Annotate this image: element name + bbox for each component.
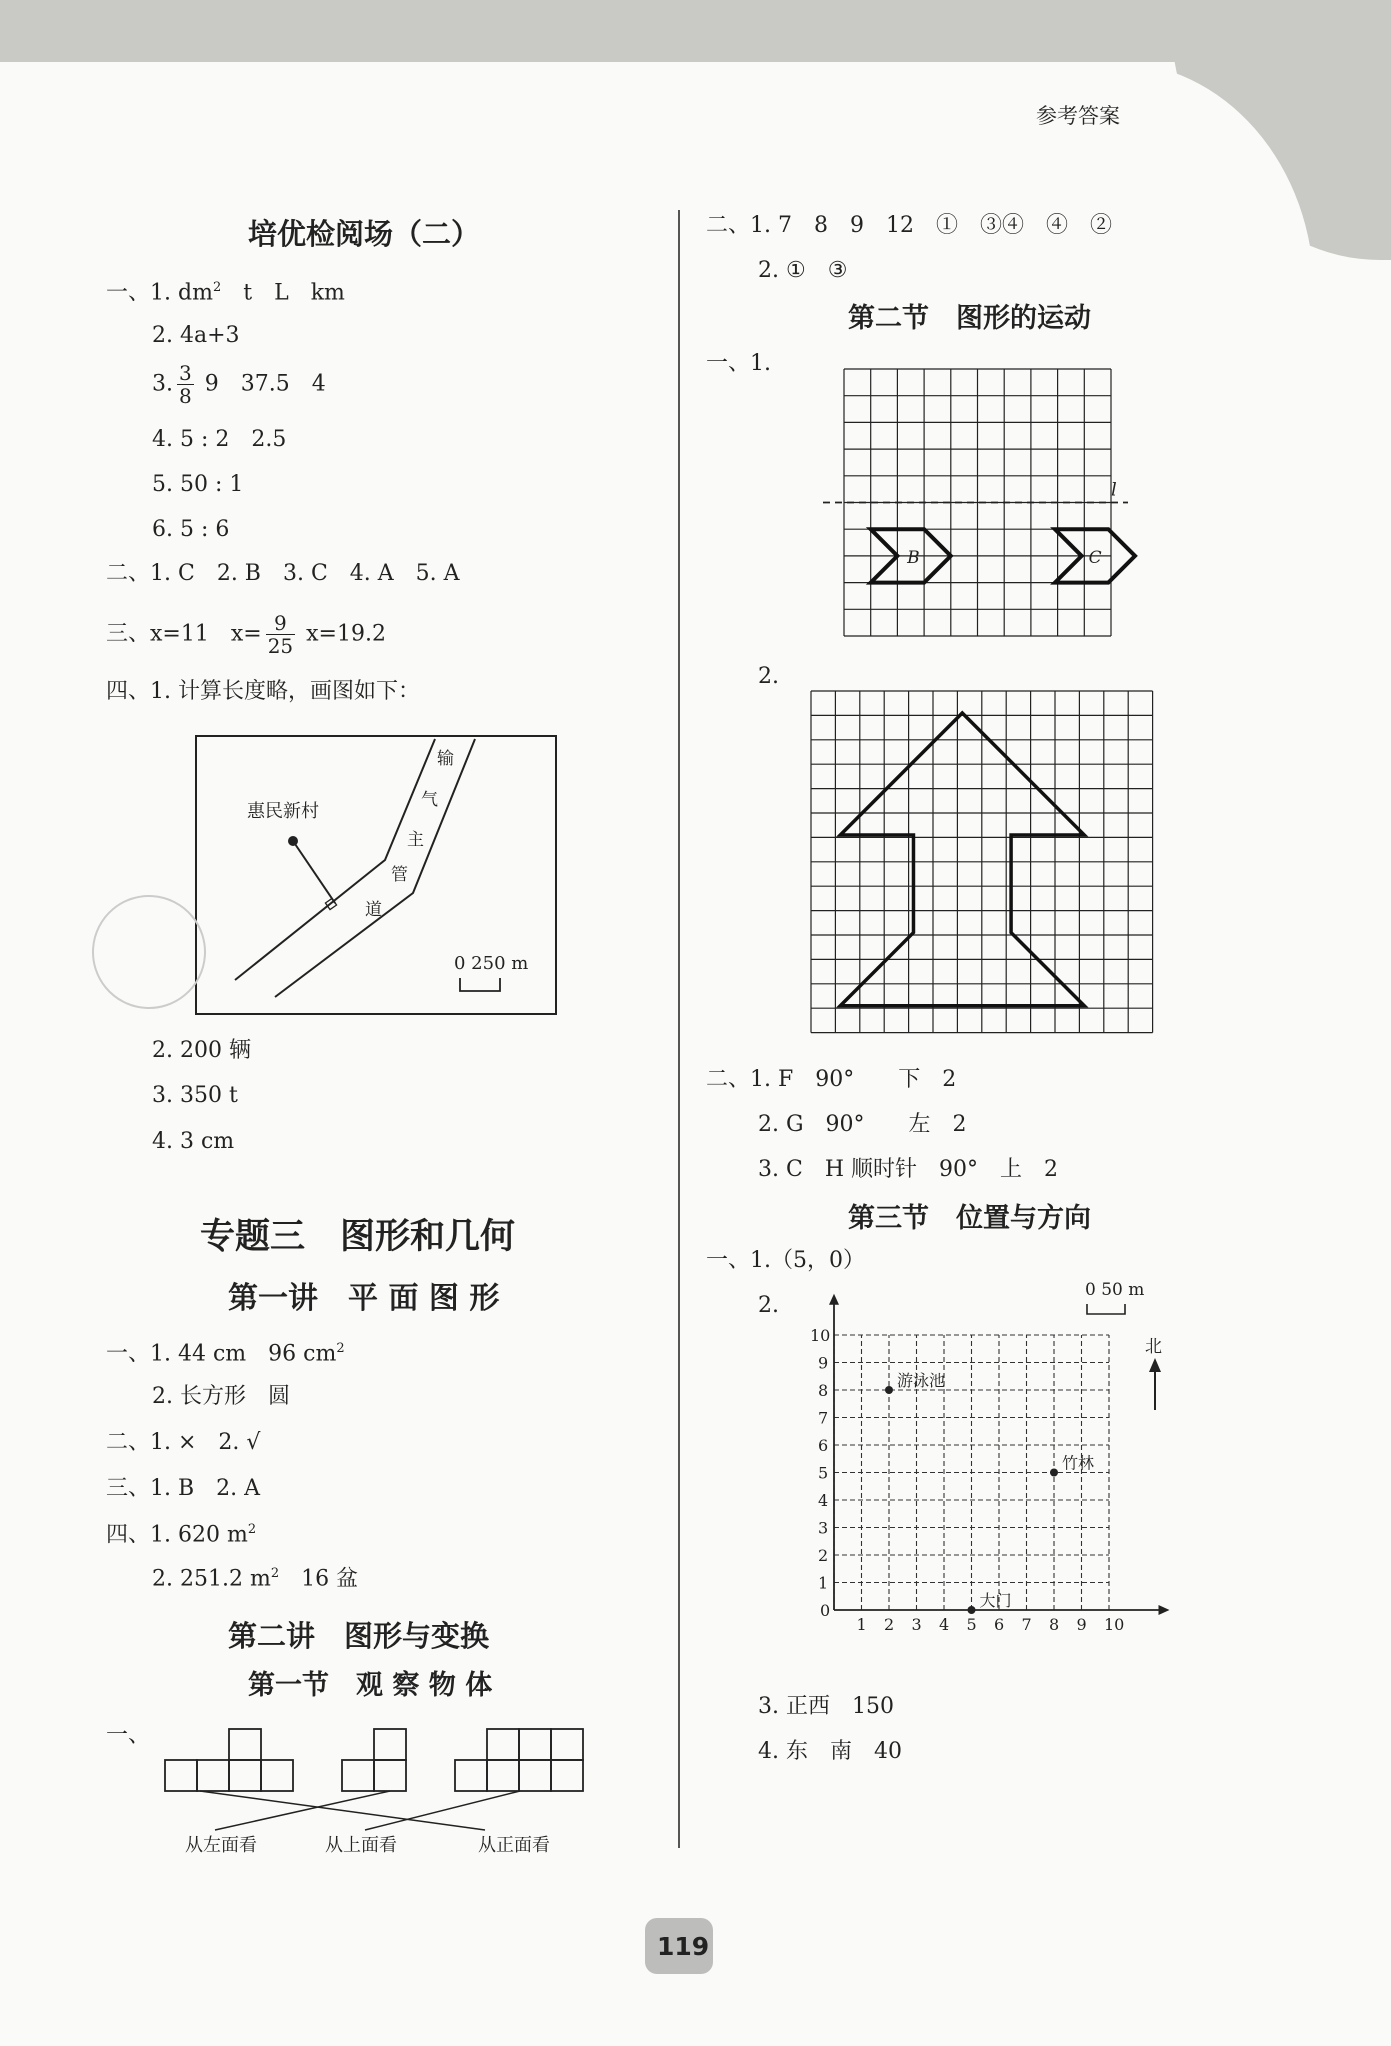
x-axis-arrow (1159, 1605, 1170, 1615)
answer-line: 四、1. 620 $m^2$ (106, 1522, 257, 1548)
fraction: $\frac{3}{8}$ (179, 361, 192, 408)
answer-line: 一、1.（5，0） (706, 1248, 865, 1273)
answer-line: 3. $\frac{3}{8}$ 9 37.5 4 (152, 361, 326, 408)
x-tick-label: 5 (966, 1615, 977, 1634)
answer-line: 一、1. 44 cm 96 $cm^2$ (106, 1341, 345, 1367)
answer-line: 4. 3 cm (152, 1129, 235, 1154)
answer-line: 5. 50 : 1 (152, 472, 244, 497)
view-label: 从左面看 (185, 1835, 257, 1856)
answer-line: 4. 东 南 40 (758, 1739, 902, 1764)
fraction: $\frac{9}{25}$ (267, 611, 294, 658)
arrow-grid (810, 690, 1152, 1032)
answer-line: 2. 4a+3 (152, 323, 240, 348)
lecture-title: 第二讲 图形与变换 (228, 1619, 490, 1653)
axis-label-l: l (1111, 479, 1117, 501)
section-title: 第二节 图形的运动 (848, 303, 1091, 334)
x-tick-label: 2 (884, 1615, 895, 1634)
answer-line: 2. 长方形 圆 (152, 1384, 290, 1409)
section-title: 培优检阅场（二） (248, 217, 481, 251)
y-tick-label: 10 (810, 1326, 831, 1345)
answer-line: 二、1. F 90° 下 2 (706, 1067, 957, 1092)
map-scale-label: 0 50 m (1085, 1280, 1145, 1300)
answer-line: 三、1. B 2. A (106, 1476, 261, 1501)
x-tick-label: 9 (1076, 1615, 1087, 1634)
views-figure (160, 1720, 600, 1860)
column-divider (678, 210, 680, 1848)
x-tick-label: 10 (1104, 1615, 1125, 1634)
answer-line: 2. (758, 1293, 779, 1318)
village-label: 惠民新村 (247, 801, 319, 822)
view-label: 从上面看 (325, 1835, 397, 1856)
answer-line: 2. (758, 664, 779, 689)
answer-line: 一、 (106, 1723, 151, 1748)
pipe-char: 管 (391, 865, 408, 885)
topic-title: 专题三 图形和几何 (200, 1217, 516, 1257)
lecture-title: 第一讲 平 面 图 形 (228, 1281, 500, 1316)
pipe-char: 主 (407, 830, 424, 850)
arrow-shape (840, 713, 1084, 1006)
answer-line: 3. 正西 150 (758, 1694, 894, 1719)
answer-line: 3. 350 t (152, 1083, 238, 1108)
position-map (800, 1270, 1180, 1640)
section-title: 第一节 观 察 物 体 (248, 1670, 493, 1701)
place-point (968, 1606, 976, 1614)
header-label: 参考答案 (1036, 104, 1120, 128)
pipe-char: 输 (437, 749, 454, 769)
x-tick-label: 1 (856, 1615, 867, 1634)
figure-label-b: B (907, 547, 920, 568)
pipeline-map (195, 735, 557, 1015)
answer-line: 一、1. $dm^2$ t L km (106, 280, 345, 306)
answer-line: 三、x=11 x= $\frac{9}{25}$ x=19.2 (106, 611, 386, 658)
place-point (1050, 1469, 1058, 1477)
y-tick-label: 7 (818, 1408, 829, 1428)
y-tick-label: 6 (818, 1436, 829, 1455)
place-label: 大门 (979, 1591, 1012, 1610)
answer-line: 四、1. 计算长度略，画图如下： (106, 679, 420, 704)
translation-grid (843, 368, 1117, 638)
y-tick-label: 1 (818, 1573, 829, 1593)
place-point (885, 1386, 893, 1394)
answer-line: 4. 5 : 2 2.5 (152, 427, 287, 452)
x-tick-label: 4 (939, 1615, 950, 1634)
answer-line: 二、1. × 2. √ (106, 1430, 261, 1455)
scale-label: 0 250 m (454, 953, 529, 974)
north-label: 北 (1145, 1337, 1162, 1357)
answer-line: 二、1. 7 8 9 12 ① ③④ ④ ② (706, 213, 1112, 238)
x-tick-label: 7 (1021, 1615, 1032, 1634)
answer-line: 6. 5 : 6 (152, 517, 230, 542)
figure-label-c: C (1088, 547, 1102, 568)
y-tick-label: 8 (818, 1381, 829, 1400)
page-number: 119 (657, 1932, 710, 1961)
answer-line: 2. 251.2 $m^2$ 16 盆 (152, 1566, 359, 1592)
section-title: 第三节 位置与方向 (848, 1203, 1091, 1234)
x-tick-label: 6 (994, 1615, 1005, 1634)
answer-line: 一、1. (706, 351, 771, 376)
y-tick-label: 2 (818, 1546, 829, 1565)
place-label: 游泳池 (897, 1371, 946, 1390)
y-tick-label: 9 (818, 1353, 829, 1373)
answer-line: 2. G 90° 左 2 (758, 1112, 967, 1137)
place-label: 竹林 (1062, 1453, 1095, 1473)
answer-line: 2. ① ③ (758, 258, 848, 283)
y-axis-arrow (829, 1294, 839, 1305)
y-tick-label: 4 (818, 1491, 829, 1510)
answer-line: 2. 200 辆 (152, 1038, 251, 1063)
answer-line: 二、1. C 2. B 3. C 4. A 5. A (106, 561, 460, 586)
origin-label: 0 (820, 1601, 831, 1620)
y-tick-label: 5 (818, 1463, 829, 1483)
view-label: 从正面看 (478, 1835, 550, 1856)
x-tick-label: 3 (911, 1615, 922, 1634)
pipe-char: 气 (421, 790, 438, 810)
pipe-char: 道 (365, 900, 382, 920)
answer-line: 3. C H 顺时针 90° 上 2 (758, 1157, 1058, 1182)
y-tick-label: 3 (818, 1518, 829, 1538)
x-tick-label: 8 (1049, 1615, 1060, 1634)
